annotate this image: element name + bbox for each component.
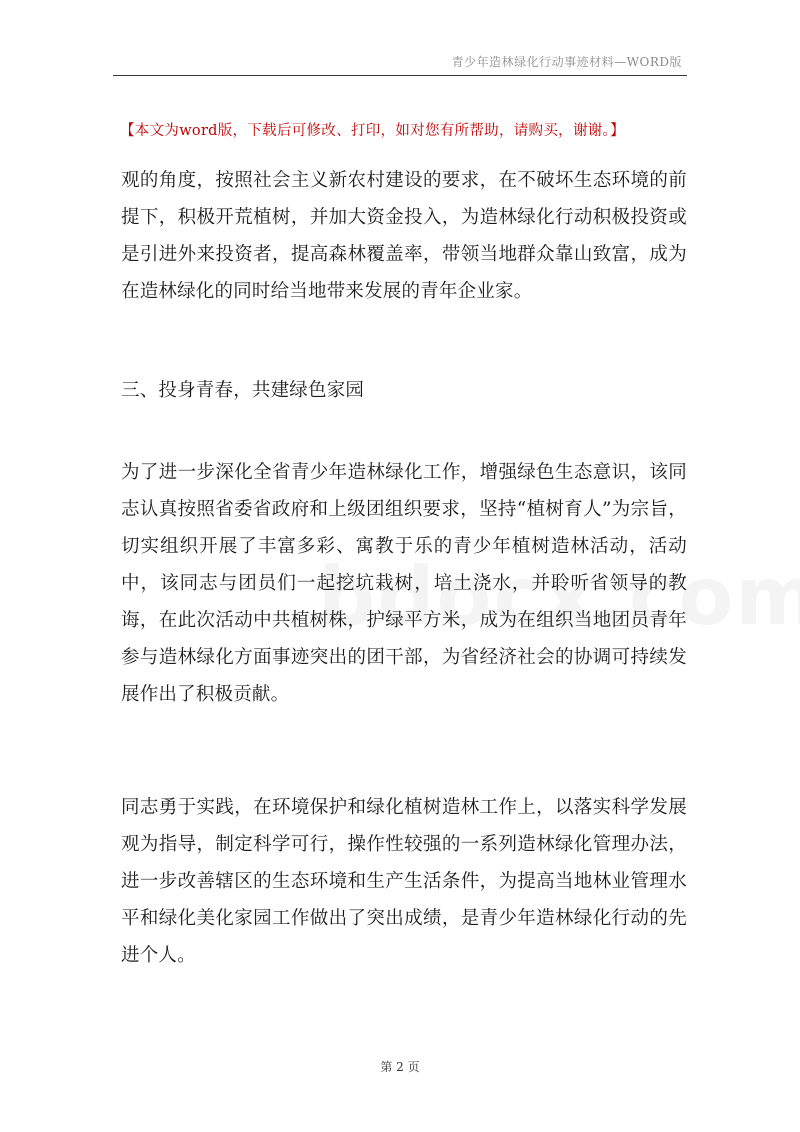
- paragraph-1: 观的角度，按照社会主义新农村建设的要求，在不破坏生态环境的前提下，积极开荒植树，并加大资金投入，为造林绿化行动积极投资或是引进外来投资者，提高森林覆盖率，带领当地群众靠山致富，成为在造林绿化的同时给当地带来发展的青年企业家。: [121, 170, 687, 302]
- download-notice: 【本文为word版，下载后可修改、打印，如对您有所帮助，请购买，谢谢。】: [120, 123, 625, 139]
- paragraph-3: 同志勇于实践，在环境保护和绿化植树造林工作上，以落实科学发展观为指导，制定科学可行，操作性较强的一系列造林绿化管理办法，进一步改善辖区的生态环境和生产生活条件，为提高当地林业管理水平和绿化美化家园工作做出了突出成绩，是青少年造林绿化行动的先进个人。: [121, 797, 687, 966]
- section-heading-3: 三、投身青春，共建绿色家园: [121, 380, 365, 401]
- header-divider: [113, 75, 687, 76]
- paragraph-2: 为了进一步深化全省青少年造林绿化工作，增强绿色生态意识，该同志认真按照省委省政府和上级团组织要求，坚持“植树育人”为宗旨，切实组织开展了丰富多彩、寓教于乐的青少年植树造林活动，活动中，该同志与团员们一起挖坑栽树，培土浇水，并聆听省领导的教诲，在此次活动中共植树株，护绿平方米，成为在组织当地团员青年参与造林绿化方面事迹突出的团干部，为省经济社会的协调可持续发展作出了积极贡献。: [121, 462, 687, 705]
- page-number: 第 2 页: [380, 1060, 420, 1074]
- document-header-title: 青少年造林绿化行动事迹材料—WORD版: [451, 55, 682, 69]
